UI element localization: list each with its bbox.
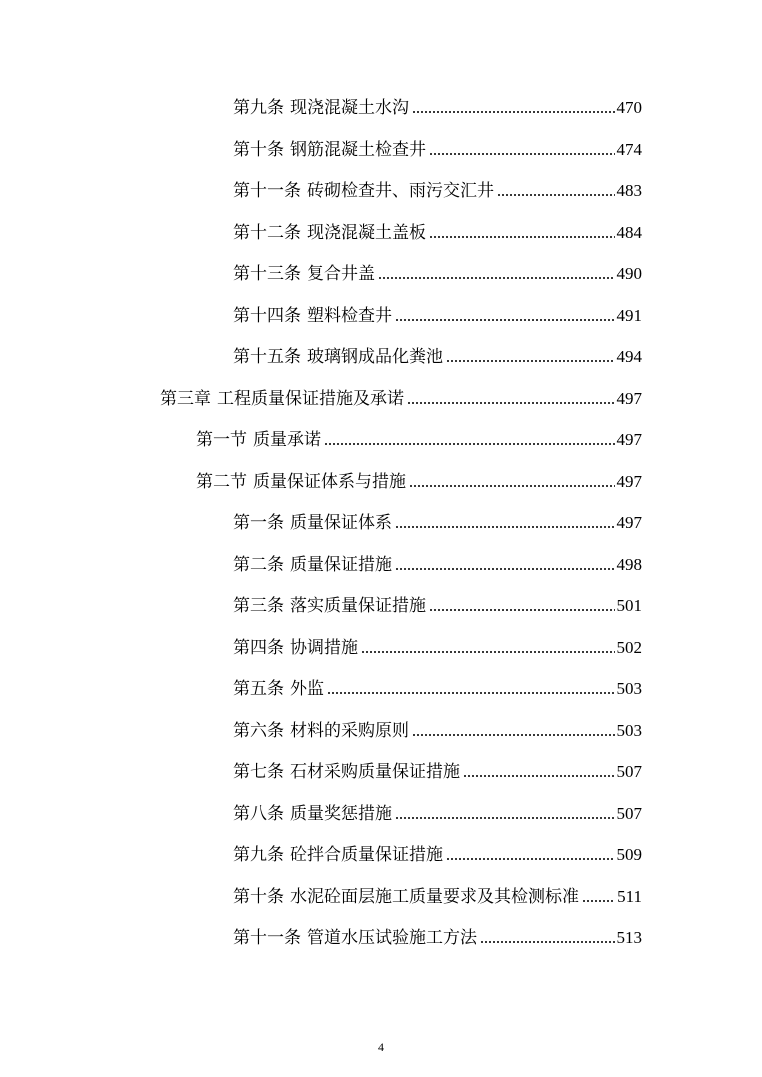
toc-entry[interactable] [233,258,642,284]
toc-entry-title: 现浇混凝土水沟 [290,98,409,118]
page-number-footer: 4 [378,1040,384,1054]
toc-entry-number: 第八条 [233,804,284,824]
dot-leader [324,443,615,445]
toc-entry[interactable] [233,798,642,824]
toc-entry-page: 497 [616,472,642,491]
toc-entry-title: 质量保证措施 [290,555,392,575]
toc-entry-number: 第三章 [160,389,211,409]
toc-entry-page: 507 [616,804,642,823]
toc-entry[interactable] [233,92,642,118]
dot-leader [582,900,615,902]
toc-entry-page: 474 [616,140,642,159]
toc-entry-title: 质量保证体系 [290,513,392,533]
toc-entry-number: 第六条 [233,721,284,741]
toc-entry[interactable] [233,134,642,160]
dot-leader [395,568,615,570]
toc-entry[interactable] [233,507,642,533]
toc-entry[interactable] [233,590,642,616]
toc-entry-title: 协调措施 [290,638,358,658]
toc-entry-title: 外监 [290,679,324,699]
toc-entry-page: 509 [616,845,642,864]
dot-leader [429,153,615,155]
toc-entry[interactable] [233,922,642,948]
toc-entry-page: 513 [616,928,642,947]
toc-entry-title: 钢筋混凝土检查井 [290,140,426,160]
toc-entry-title: 工程质量保证措施及承诺 [217,389,404,409]
toc-entry-number: 第十条 [233,887,284,907]
dot-leader [480,941,615,943]
toc-entry-title: 石材采购质量保证措施 [290,762,460,782]
toc-entry-number: 第二条 [233,555,284,575]
toc-entry-number: 第九条 [233,98,284,118]
toc-entry-title: 落实质量保证措施 [290,596,426,616]
toc-entry-page: 484 [616,223,642,242]
dot-leader [395,817,615,819]
toc-entry-page: 483 [616,181,642,200]
toc-entry-title: 现浇混凝土盖板 [307,223,426,243]
toc-entry-title: 质量奖惩措施 [290,804,392,824]
toc-entry-title: 材料的采购原则 [290,721,409,741]
toc-entry-page: 503 [616,721,642,740]
toc-entry-page: 507 [616,762,642,781]
toc-entry-number: 第三条 [233,596,284,616]
toc-entry-page: 490 [616,264,642,283]
toc-entry-title: 质量承诺 [253,430,321,450]
toc-entry-page: 497 [616,430,642,449]
toc-entry[interactable] [233,881,642,907]
toc-entry-number: 第十五条 [233,347,301,367]
toc-entry[interactable] [233,175,642,201]
dot-leader [497,194,615,196]
toc-entry-title: 复合井盖 [307,264,375,284]
toc-entry-number: 第五条 [233,679,284,699]
toc-chapter-entry[interactable] [160,383,642,409]
dot-leader [409,485,615,487]
dot-leader [412,734,615,736]
toc-entry-number: 第一节 [196,430,247,450]
toc-entry-page: 501 [616,596,642,615]
toc-entry[interactable] [233,549,642,575]
toc-entry[interactable] [233,673,642,699]
toc-entry[interactable] [233,217,642,243]
toc-entry[interactable] [233,341,642,367]
dot-leader [446,360,615,362]
toc-entry-number: 第十四条 [233,306,301,326]
toc-entry-page: 470 [616,98,642,117]
toc-entry-number: 第十一条 [233,181,301,201]
toc-section-entry[interactable] [196,466,642,492]
dot-leader [446,858,615,860]
toc-entry-number: 第一条 [233,513,284,533]
toc-entry-number: 第十一条 [233,928,301,948]
toc-entry-page: 503 [616,679,642,698]
toc-entry-title: 砼拌合质量保证措施 [290,845,443,865]
toc-entry-page: 497 [616,389,642,408]
toc-entry-title: 玻璃钢成品化粪池 [307,347,443,367]
dot-leader [327,692,615,694]
toc-entry-page: 511 [617,887,642,906]
toc-entry-number: 第七条 [233,762,284,782]
dot-leader [395,319,615,321]
toc-entry-number: 第四条 [233,638,284,658]
toc-entry-page: 498 [616,555,642,574]
toc-entry-number: 第十二条 [233,223,301,243]
toc-entry-number: 第九条 [233,845,284,865]
toc-entry[interactable] [233,632,642,658]
dot-leader [395,526,615,528]
dot-leader [407,402,615,404]
dot-leader [412,111,615,113]
dot-leader [463,775,615,777]
toc-entry-page: 491 [616,306,642,325]
toc-section-entry[interactable] [196,424,642,450]
toc-entry-title: 管道水压试验施工方法 [307,928,477,948]
toc-entry-number: 第十三条 [233,264,301,284]
toc-entry-page: 497 [616,513,642,532]
dot-leader [361,651,615,653]
toc-entry-title: 塑料检查井 [307,306,392,326]
dot-leader [378,277,615,279]
toc-entry[interactable] [233,756,642,782]
dot-leader [429,609,615,611]
toc-entry-number: 第十条 [233,140,284,160]
toc-entry[interactable] [233,300,642,326]
toc-entry-title: 水泥砼面层施工质量要求及其检测标准 [290,887,579,907]
toc-entry-title: 质量保证体系与措施 [253,472,406,492]
toc-entry-page: 502 [616,638,642,657]
toc-entry[interactable] [233,715,642,741]
toc-entry[interactable] [233,839,642,865]
toc-entry-page: 494 [616,347,642,366]
toc-entry-number: 第二节 [196,472,247,492]
toc-entry-title: 砖砌检查井、雨污交汇井 [307,181,494,201]
dot-leader [429,236,615,238]
